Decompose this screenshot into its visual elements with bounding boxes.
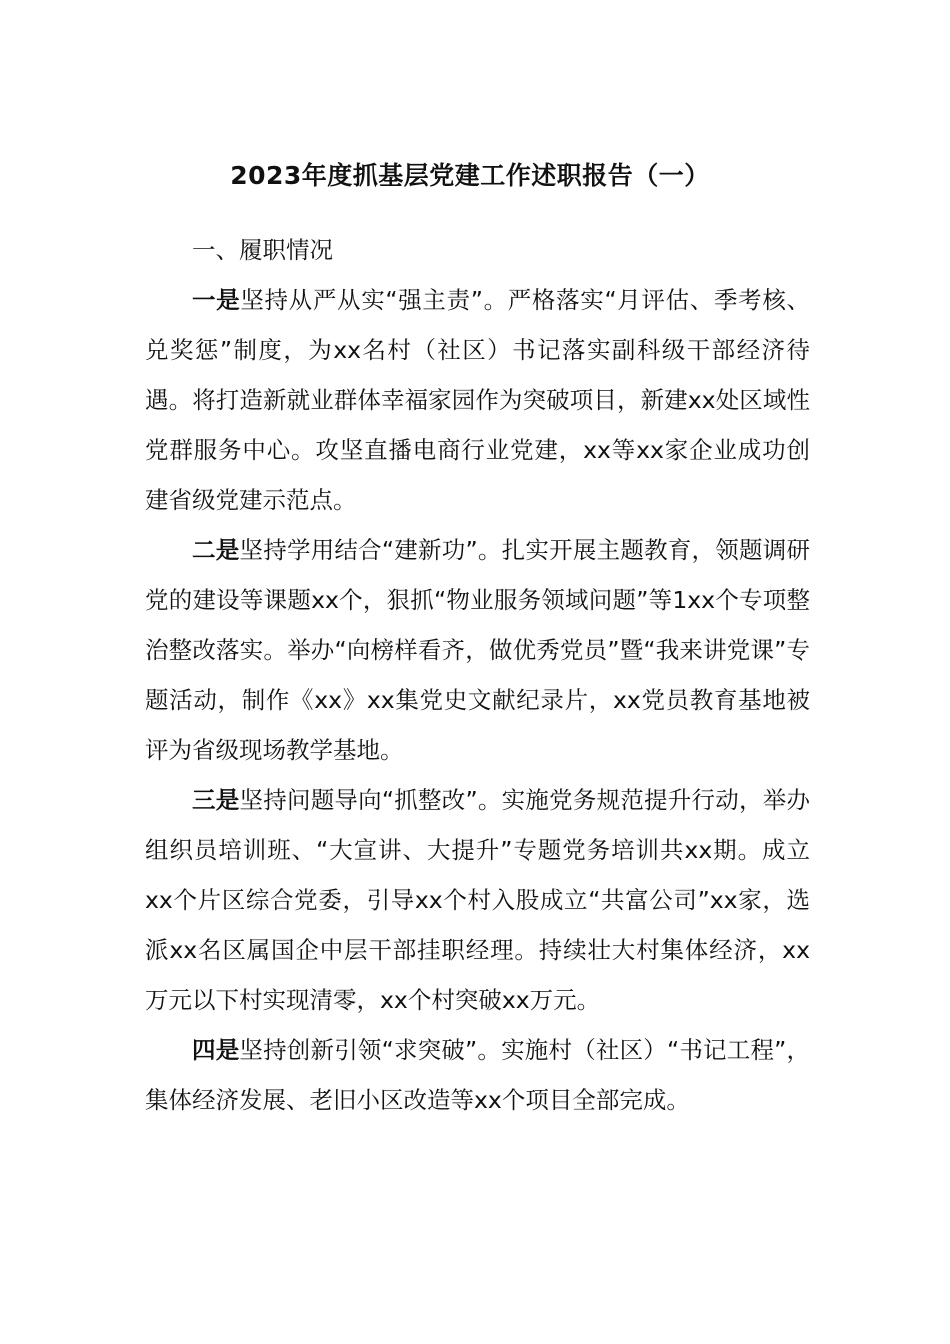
paragraph-2 <box>145 525 810 775</box>
paragraph-1 <box>145 275 810 525</box>
document-title: 2023年度抓基层党建工作述职报告（一） <box>230 161 710 190</box>
paragraph-text: 坚持创新引领“求突破”。实施村（社区）“书记工程”，集体经济发展、老旧小区改造等xx个项目全部完成。 <box>145 1036 811 1114</box>
paragraph-text: 坚持从严从实“强主责”。严格落实“月评估、季考核、兑奖惩”制度，为xx名村（社区）书记落实副科级干部经济待遇。将打造新就业群体幸福家园作为突破项目，新建xx处区域性党群服务中心。攻坚直播电商行业党建，xx等xx家企业成功创建省级党建示范点。 <box>145 286 810 514</box>
paragraph-lead: 一是 <box>192 286 241 314</box>
paragraph-lead: 三是 <box>192 786 240 814</box>
paragraph-text: 坚持问题导向“抓整改”。实施党务规范提升行动，举办组织员培训班、“大宣讲、大提升”专题党务培训共xx期。成立xx个片区综合党委，引导xx个村入股成立“共富公司”xx家，选派xx名区属国企中层干部挂职经理。持续壮大村集体经济，xx万元以下村实现清零，xx个村突破xx万元。 <box>145 786 811 1014</box>
paragraph-4 <box>145 1025 810 1125</box>
paragraph-text: 坚持学用结合“建新功”。扎实开展主题教育，领题调研党的建设等课题xx个，狠抓“物业服务领域问题”等1xx个专项整治整改落实。举办“向榜样看齐，做优秀党员”暨“我来讲党课”专题活动，制作《xx》xx集党史文献纪录片，xx党员教育基地被评为省级现场教学基地。 <box>145 536 811 764</box>
paragraph-3 <box>145 775 810 1025</box>
paragraph-lead: 二是 <box>192 536 240 564</box>
document-body <box>145 225 810 1125</box>
paragraph-lead: 四是 <box>192 1036 240 1064</box>
section-heading: 一、履职情况 <box>192 236 333 264</box>
